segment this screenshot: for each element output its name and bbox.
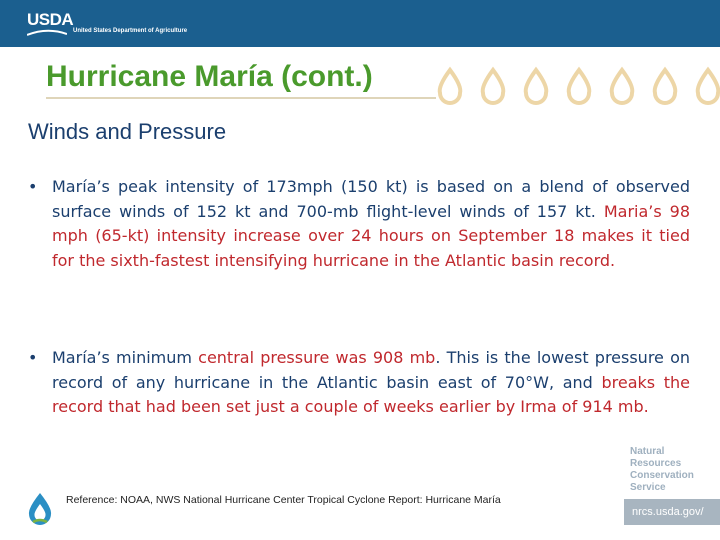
water-drop-icon [26, 492, 54, 526]
bullet-text-highlight: breaks the record that had been set just a couple of weeks earlier by Irma of 914 mb. [52, 372, 691, 416]
decorative-drop-icon [655, 70, 676, 103]
bullet-marker: • [28, 348, 38, 367]
slide-subtitle: Winds and Pressure [28, 119, 227, 144]
slide-title: Hurricane María (cont.) [46, 60, 373, 93]
bullet-text-part: . This is the lowest pressure on record of any hurricane in the Atlantic basin east of 70°W, and [52, 348, 690, 392]
decorative-drop-icon [526, 70, 547, 103]
decorative-drop-icon [612, 70, 633, 103]
bullet-text-part: María’s peak intensity of 173mph (150 kt) is based on a blend of observed surface winds of 152 kt and 700-mb flight-level winds of 157 kt. [52, 177, 690, 221]
bullet-item-peak-intensity [28, 175, 690, 273]
nrcs-line: Service [630, 482, 666, 493]
decorative-drops [430, 66, 720, 106]
decorative-drop-icon [698, 70, 719, 103]
header-bar [0, 0, 720, 47]
nrcs-line: Resources [630, 458, 682, 469]
title-underline [46, 97, 436, 99]
org-name: United States Department of Agriculture [73, 28, 188, 34]
bullet-text-highlight: Maria’s 98 mph (65-kt) intensity increase over 24 hours on September 18 makes it tied for the sixth-fastest intensifying hurricane in the Atlantic basin record. [52, 201, 690, 270]
decorative-drop-icon [569, 70, 590, 103]
nrcs-line: Conservation [630, 470, 694, 481]
usda-swoosh-icon [27, 29, 67, 37]
bullet-text-highlight: central pressure was 908 mb [198, 348, 436, 367]
usda-logo [27, 10, 73, 30]
bullet-marker: • [28, 177, 38, 196]
usda-logo-text: USDA [27, 10, 74, 29]
bullet-text [52, 175, 690, 273]
nrcs-line: Natural [630, 446, 665, 457]
bullet-text-part: María’s minimum [52, 348, 199, 367]
nrcs-wordmark [630, 446, 694, 494]
decorative-drop-icon [483, 70, 504, 103]
nrcs-url: nrcs.usda.gov/ [624, 499, 720, 525]
bullet-text [52, 346, 690, 420]
decorative-drop-icon [440, 70, 461, 103]
reference-citation: Reference: NOAA, NWS National Hurricane Center Tropical Cyclone Report: Hurricane María [66, 494, 501, 506]
bullet-item-central-pressure [28, 346, 690, 420]
